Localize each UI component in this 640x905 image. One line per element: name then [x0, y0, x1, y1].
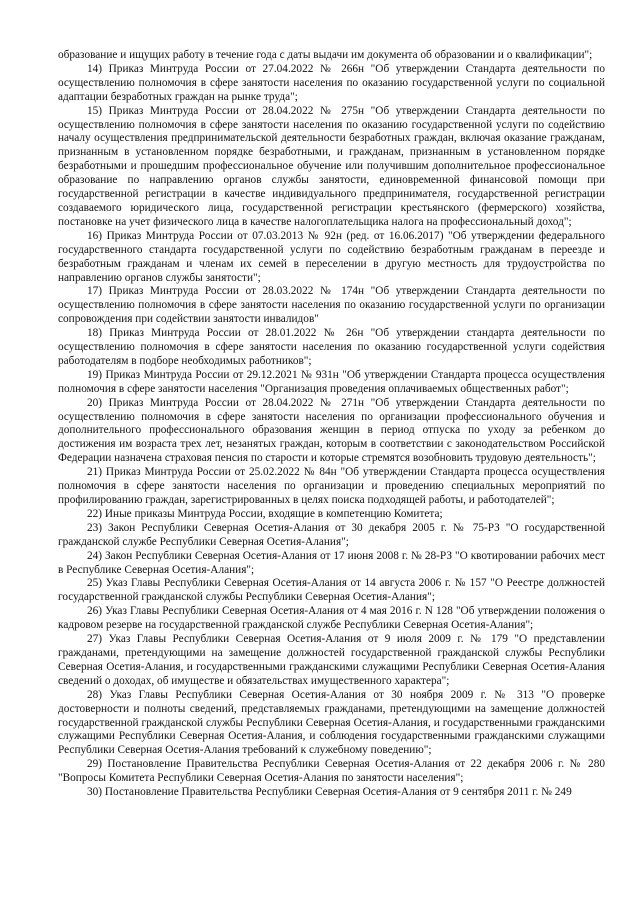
list-item-25: 25) Указ Главы Республики Северная Осетия-Алания от 14 августа 2006 г. № 157 "О Реестре должностей государственной гражданской службы Республики Северная Осетия-Алания";	[58, 577, 605, 604]
list-item-28: 28) Указ Главы Республики Северная Осетия-Алания от 30 ноября 2009 г. № 313 "О проверке достоверности и полноты сведений, представляемых гражданами, претендующими на замещение должностей государственной гражданской службы Республики Северная Осетия-Алания, и государственными гражданскими служащими Республики Северная Осетия-Алания, и соблюдения государственными гражданскими служащими Республики Северная Осетия-Алания требований к служебному поведению";	[58, 688, 605, 757]
list-item-30: 30) Постановление Правительства Республики Северная Осетия-Алания от 9 сентября 2011 г. № 249	[87, 786, 572, 799]
list-item-16: 16) Приказ Минтруда России от 07.03.2013 № 92н (ред. от 16.06.2017) "Об утверждении федерального государственного стандарта государственной услуги по содействию безработным гражданам в переезде и безработным гражданам и членам их семей в переселении в другую местность для трудоустройства по направлению органов службы занятости";	[58, 229, 605, 284]
list-item-26: 26) Указ Главы Республики Северная Осетия-Алания от 4 мая 2016 г. N 128 "Об утверждении положения о кадровом резерве на государственной гражданской службе Республики Северная Осетия-Алания";	[58, 605, 605, 632]
list-item-23: 23) Закон Республики Северная Осетия-Алания от 30 декабря 2005 г. № 75-РЗ "О государственной гражданской службе Республики Северная Осетия-Алания";	[58, 521, 605, 548]
list-item-19: 19) Приказ Минтруда России от 29.12.2021 № 931н "Об утверждении Стандарта процесса осуществления полномочия в сфере занятости населения "Организация проведения оплачиваемых общественных работ";	[58, 368, 605, 395]
paragraph-continuation: образование и ищущих работу в течение года с даты выдачи им документа об образовании и о квалификации";	[58, 49, 593, 61]
list-item-17: 17) Приказ Минтруда России от 28.03.2022 № 174н "Об утверждении Стандарта деятельности по осуществлению полномочия в сфере занятости населения по оказанию государственной услуги по организации сопровождения при содействии занятости инвалидов"	[58, 285, 605, 326]
list-item-24: 24) Закон Республики Северная Осетия-Алания от 17 июня 2008 г. № 28-РЗ "О квотировании рабочих мест в Республике Северная Осетия-Алания";	[58, 549, 605, 576]
list-item-18: 18) Приказ Минтруда России от 28.01.2022 № 26н "Об утверждении стандарта деятельности по осуществлению полномочия в сфере занятости населения по оказанию государственной услуги содействия работодателям в подборе необходимых работников";	[58, 327, 605, 367]
list-item-22: 22) Иные приказы Минтруда России, входящие в компетенцию Комитета;	[87, 507, 443, 520]
list-item-21: 21) Приказ Минтруда России от 25.02.2022 № 84н "Об утверждении Стандарта процесса осуществления полномочия в сфере занятости населения по организации и проведению специальных мероприятий по профилированию граждан, зарегистрированных в целях поиска подходящей работы, и работодателей";	[58, 466, 605, 506]
list-item-29: 29) Постановление Правительства Республики Северная Осетия-Алания от 22 декабря 2006 г. № 280 "Вопросы Комитета Республики Северная Осетия-Алания по занятости населения";	[58, 758, 605, 785]
list-item-27: 27) Указ Главы Республики Северная Осетия-Алания от 9 июля 2009 г. № 179 "О представлении гражданами, претендующими на замещение должностей государственной гражданской службы Республики Северная Осетия-Алания, и государственными гражданскими служащими Республики Северная Осетия-Алания сведений о доходах, об имуществе и обязательствах имущественного характера";	[58, 633, 605, 687]
list-item-14: 14) Приказ Минтруда России от 27.04.2022 № 266н "Об утверждении Стандарта деятельности по осуществлению полномочия в сфере занятости населения по оказанию государственной услуги по социальной адаптации безработных граждан на рынке труда";	[58, 62, 605, 103]
list-item-20: 20) Приказ Минтруда России от 28.04.2022 № 271н "Об утверждении Стандарта деятельности по осуществлению полномочия в сфере занятости населения по организации профессионального обучения и дополнительного профессионального образования женщин в период отпуска по уходу за ребенком до достижения им возраста трех лет, незанятых граждан, которым в соответствии с законодательством Российской Федерации назначена страховая пенсия по старости и которые стремятся возобновить трудовую деятельность";	[58, 396, 605, 465]
list-item-15: 15) Приказ Минтруда России от 28.04.2022 № 275н "Об утверждении Стандарта деятельности по осуществлению полномочия в сфере занятости населения по оказанию государственной услуги по содействию началу осуществления предпринимательской деятельности безработных граждан, включая оказание гражданам, признанным в установленном порядке безработными, и гражданам, признанным в установленном порядке безработными и прошедшим профессиональное обучение или получившим дополнительное профессиональное образование по направлению органов службы занятости, единовременной финансовой помощи при государственной регистрации в качестве индивидуального предпринимателя, государственной регистрации создаваемого юридического лица, государственной регистрации крестьянского (фермерского) хозяйства, постановке на учет физического лица в качестве налогоплательщика налога на профессиональный доход";	[58, 104, 605, 228]
